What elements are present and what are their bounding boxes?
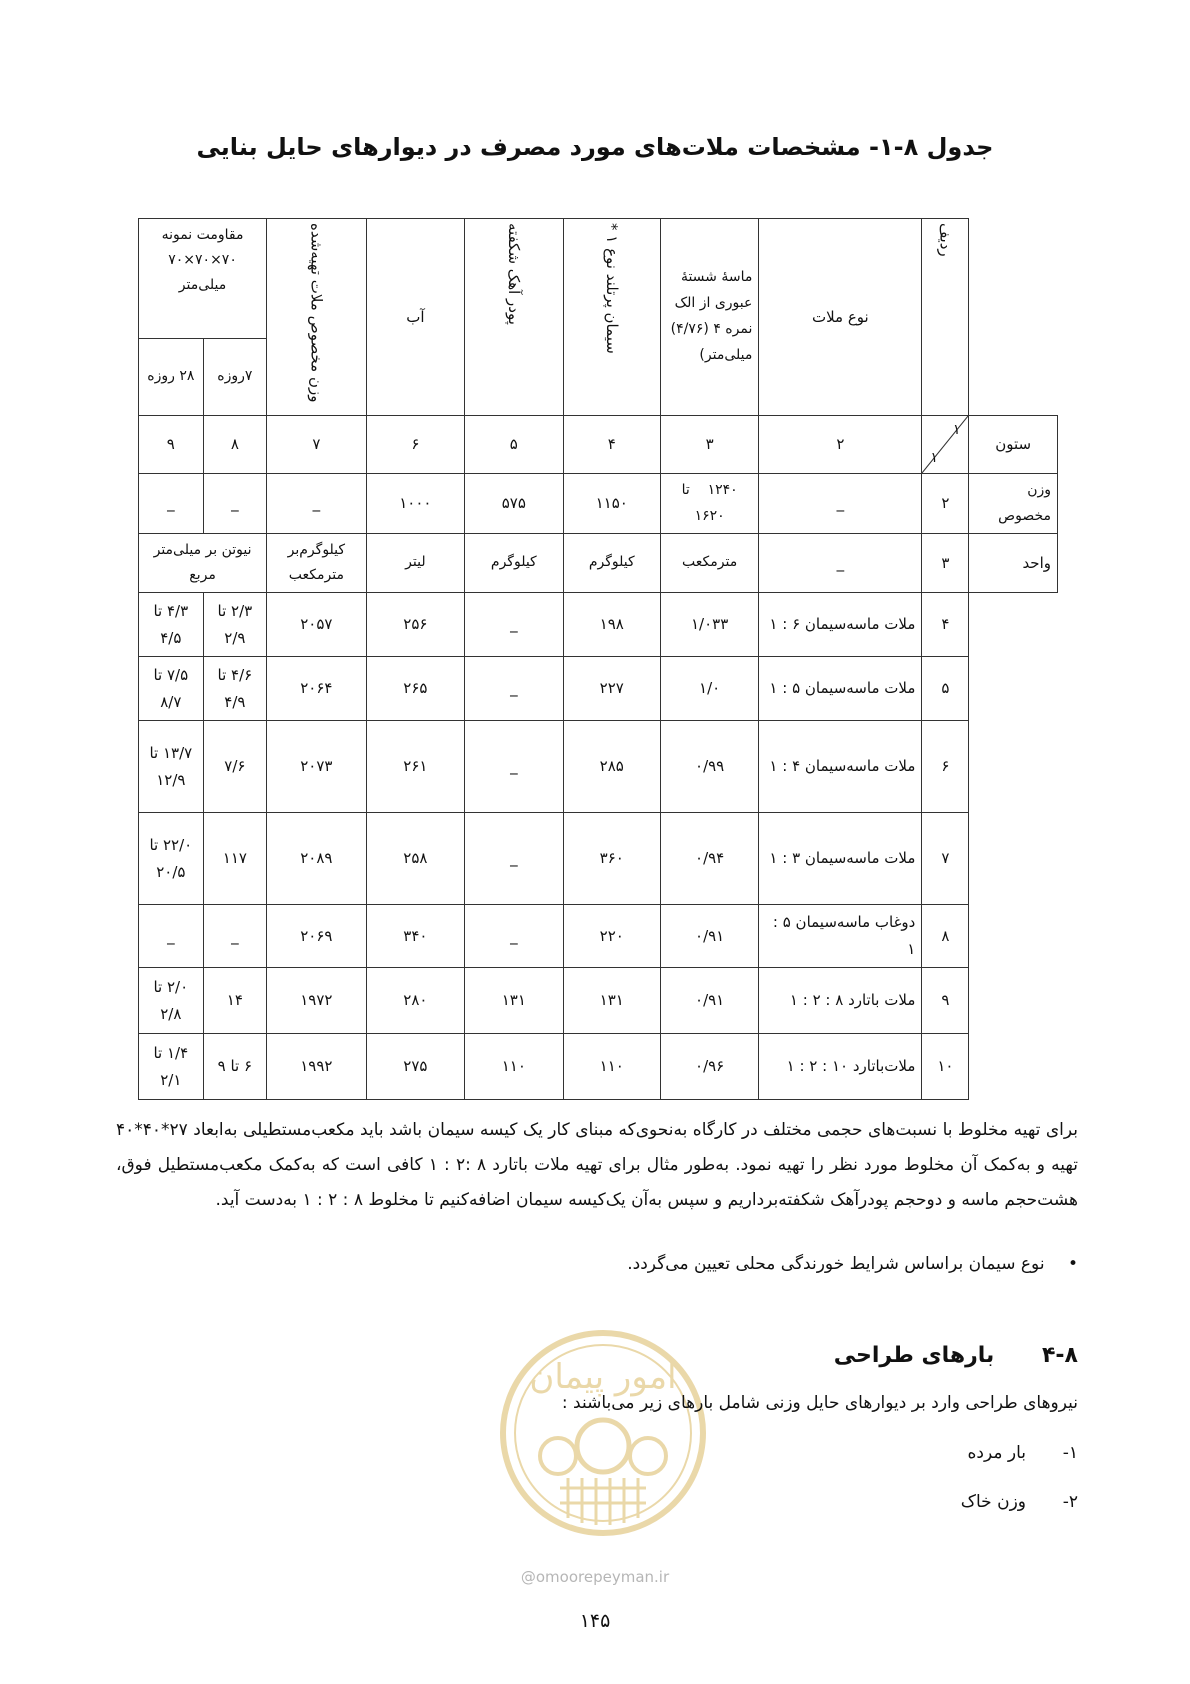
strength-7-day: ۴/۶ تا ۴/۹ xyxy=(203,657,266,721)
col-num: ۸ xyxy=(203,416,266,474)
header-water: آب xyxy=(366,219,464,416)
density-value: ۱۹۹۲ xyxy=(267,1034,367,1100)
lime-value: ۱۳۱ xyxy=(465,968,563,1034)
water-value: ۲۵۸ xyxy=(366,813,464,905)
row-number: ۴ xyxy=(922,593,969,657)
watermark-seal-icon xyxy=(498,1328,708,1538)
col-num: ۶ xyxy=(366,416,464,474)
sand-value: ۱/۰۳۳ xyxy=(660,593,758,657)
strength-7-day: ۱۱۷ xyxy=(203,813,266,905)
density-value: ۲۰۶۹ xyxy=(267,905,367,968)
cement-value: ۲۲۰ xyxy=(563,905,660,968)
mortar-type: ملات ماسه‌سیمان ۶ : ۱ xyxy=(759,593,922,657)
lime-value: _ xyxy=(465,657,563,721)
water-value: ۲۵۶ xyxy=(366,593,464,657)
unit-strength: نیوتن بر میلی‌متر مربع xyxy=(139,533,267,592)
strength-28-day: ۱/۴ تا ۲/۱ xyxy=(139,1034,204,1100)
row-number: ۱۰ xyxy=(922,1034,969,1100)
header-28-day: ۲۸ روزه xyxy=(139,338,204,416)
unit-water: لیتر xyxy=(366,533,464,592)
water-value: ۲۸۰ xyxy=(366,968,464,1034)
weight-sand: ۱۲۴۰ تا ۱۶۲۰ xyxy=(660,474,758,533)
col-num: ۳ xyxy=(660,416,758,474)
cement-value: ۲۸۵ xyxy=(563,721,660,813)
strength-28-day: _ xyxy=(139,905,204,968)
water-value: ۲۷۵ xyxy=(366,1034,464,1100)
mortar-type: ملات باتارد ۸ : ۲ : ۱ xyxy=(759,968,922,1034)
strength-28-day: ۱۳/۷ تا ۱۲/۹ xyxy=(139,721,204,813)
unit-density: کیلوگرم‌بر مترمکعب xyxy=(267,533,367,592)
header-sand: ماسهٔ شستهٔ عبوری از الک نمره ۴ (۴/۷۶) میلی‌متر) xyxy=(660,219,758,416)
header-density: وزن مخصوص ملات تهیه‌شده xyxy=(267,219,367,416)
weight-28-day: _ xyxy=(139,474,204,533)
mortar-type: ملات ماسه‌سیمان ۳ : ۱ xyxy=(759,813,922,905)
sand-value: ۰/۹۱ xyxy=(660,968,758,1034)
section-heading xyxy=(834,1343,1078,1368)
unit-cement: کیلوگرم xyxy=(563,533,660,592)
strength-28-day: ۲۲/۰ تا ۲۰/۵ xyxy=(139,813,204,905)
row-number: ۵ xyxy=(922,657,969,721)
strength-28-day: ۷/۵ تا ۸/۷ xyxy=(139,657,204,721)
svg-text:امور پیمان: امور پیمان xyxy=(529,1357,677,1397)
col-num: ۴ xyxy=(563,416,660,474)
mortar-type: ملات ماسه‌سیمان ۴ : ۱ xyxy=(759,721,922,813)
col-num: ۲ xyxy=(759,416,922,474)
lime-value: _ xyxy=(465,813,563,905)
row-number: ۶ xyxy=(922,721,969,813)
footnote-text: نوع سیمان براساس شرایط خورندگی محلی تعیین می‌گردد. xyxy=(627,1254,1045,1274)
col-num: ۷ xyxy=(267,416,367,474)
sand-value: ۰/۹۱ xyxy=(660,905,758,968)
row-number: ۷ xyxy=(922,813,969,905)
row-number: ۲ xyxy=(922,474,969,533)
diagonal-cell: ۱ ۱ xyxy=(922,416,969,474)
header-lime: پودر آهک شکفته xyxy=(465,219,563,416)
col-num: ۹ xyxy=(139,416,204,474)
density-value: ۲۰۸۹ xyxy=(267,813,367,905)
weight-7-day: _ xyxy=(203,474,266,533)
cement-value: ۱۹۸ xyxy=(563,593,660,657)
sand-value: ۰/۹۹ xyxy=(660,721,758,813)
strength-7-day: _ xyxy=(203,905,266,968)
row-number: ۸ xyxy=(922,905,969,968)
weight-type: _ xyxy=(759,474,922,533)
watermark-url: @omoorepeyman.ir xyxy=(520,1568,670,1586)
header-cement: سیمان پرتلند نوع ۱ * xyxy=(563,219,660,416)
cement-value: ۳۶۰ xyxy=(563,813,660,905)
unit-type: _ xyxy=(759,533,922,592)
cement-value: ۱۳۱ xyxy=(563,968,660,1034)
list-item: ۱-بار مرده xyxy=(967,1443,1078,1463)
sand-value: ۰/۹۴ xyxy=(660,813,758,905)
empty-corner xyxy=(969,219,1058,416)
row-number: ۳ xyxy=(922,533,969,592)
density-value: ۱۹۷۲ xyxy=(267,968,367,1034)
list-item: ۲-وزن خاک xyxy=(960,1492,1078,1512)
water-value: ۲۶۱ xyxy=(366,721,464,813)
weight-cement: ۱۱۵۰ xyxy=(563,474,660,533)
weight-lime: ۵۷۵ xyxy=(465,474,563,533)
density-value: ۲۰۵۷ xyxy=(267,593,367,657)
strength-7-day: ۶ تا ۹ xyxy=(203,1034,266,1100)
sand-value: ۰/۹۶ xyxy=(660,1034,758,1100)
header-mortar-type: نوع ملات xyxy=(759,219,922,416)
water-value: ۲۶۵ xyxy=(366,657,464,721)
mortar-type: ملات ماسه‌سیمان ۵ : ۱ xyxy=(759,657,922,721)
strength-7-day: ۲/۳ تا ۲/۹ xyxy=(203,593,266,657)
header-strength: مقاومت نمونه ۷۰×۷۰×۷۰ میلی‌متر xyxy=(139,219,267,339)
mortar-type: دوغاب ماسه‌سیمان ۵ : ۱ xyxy=(759,905,922,968)
mortar-table xyxy=(138,218,1058,1100)
density-value: ۲۰۶۴ xyxy=(267,657,367,721)
mortar-type: ملات‌باتارد ۱۰ : ۲ : ۱ xyxy=(759,1034,922,1100)
strength-28-day: ۴/۳ تا ۴/۵ xyxy=(139,593,204,657)
sand-value: ۱/۰ xyxy=(660,657,758,721)
lime-value: _ xyxy=(465,721,563,813)
density-value: ۲۰۷۳ xyxy=(267,721,367,813)
footnote-bullet xyxy=(627,1254,1078,1274)
weight-row-label: وزن مخصوص xyxy=(969,474,1058,533)
section-number: ۴-۸ xyxy=(1042,1343,1078,1368)
unit-lime: کیلوگرم xyxy=(465,533,563,592)
bullet-dot-icon: • xyxy=(1067,1254,1078,1274)
section-intro: نیروهای طراحی وارد بر دیوارهای حایل وزنی شامل بارهای زیر می‌باشند : xyxy=(561,1393,1078,1413)
unit-row-label: واحد xyxy=(969,533,1058,592)
strength-28-day: ۲/۰ تا ۲/۸ xyxy=(139,968,204,1034)
cement-value: ۲۲۷ xyxy=(563,657,660,721)
lime-value: _ xyxy=(465,905,563,968)
weight-density: _ xyxy=(267,474,367,533)
header-radif: ردیف xyxy=(922,219,969,416)
cement-value: ۱۱۰ xyxy=(563,1034,660,1100)
strength-7-day: ۷/۶ xyxy=(203,721,266,813)
header-7-day: ۷روزه xyxy=(203,338,266,416)
water-value: ۳۴۰ xyxy=(366,905,464,968)
column-row-label: ستون xyxy=(969,416,1058,474)
row-number: ۹ xyxy=(922,968,969,1034)
lime-value: ۱۱۰ xyxy=(465,1034,563,1100)
unit-sand: مترمکعب xyxy=(660,533,758,592)
col-num: ۵ xyxy=(465,416,563,474)
page-number: ۱۴۵ xyxy=(579,1610,611,1632)
body-paragraph: برای تهیه مخلوط با نسبت‌های حجمی مختلف در کارگاه به‌نحوی‌که مبنای کار یک کیسه سیمان باشد باید مکعب‌مستطیلی به‌ابعاد ۲۷*۴۰*۴۰ تهیه و به‌کمک آن مخلوط مورد نظر را تهیه نمود. به‌طور مثال برای تهیه ملات باتارد ۸ :۲ : ۱ کافی است که به‌کمک مکعب‌مستطیل فوق، هشت‌حجم ماسه و دوحجم پودرآهک شکفته‌برداریم و سپس به‌آن یک‌کیسه سیمان اضافه‌کنیم تا مخلوط ۸ : ۲ : ۱ به‌دست آید. xyxy=(116,1120,1078,1210)
lime-value: _ xyxy=(465,593,563,657)
section-title: بارهای طراحی xyxy=(833,1343,995,1368)
table-title: جدول ۸-۱- مشخصات ملات‌های مورد مصرف در دیوارهای حایل بنایی xyxy=(196,133,994,161)
strength-7-day: ۱۴ xyxy=(203,968,266,1034)
weight-water: ۱۰۰۰ xyxy=(366,474,464,533)
